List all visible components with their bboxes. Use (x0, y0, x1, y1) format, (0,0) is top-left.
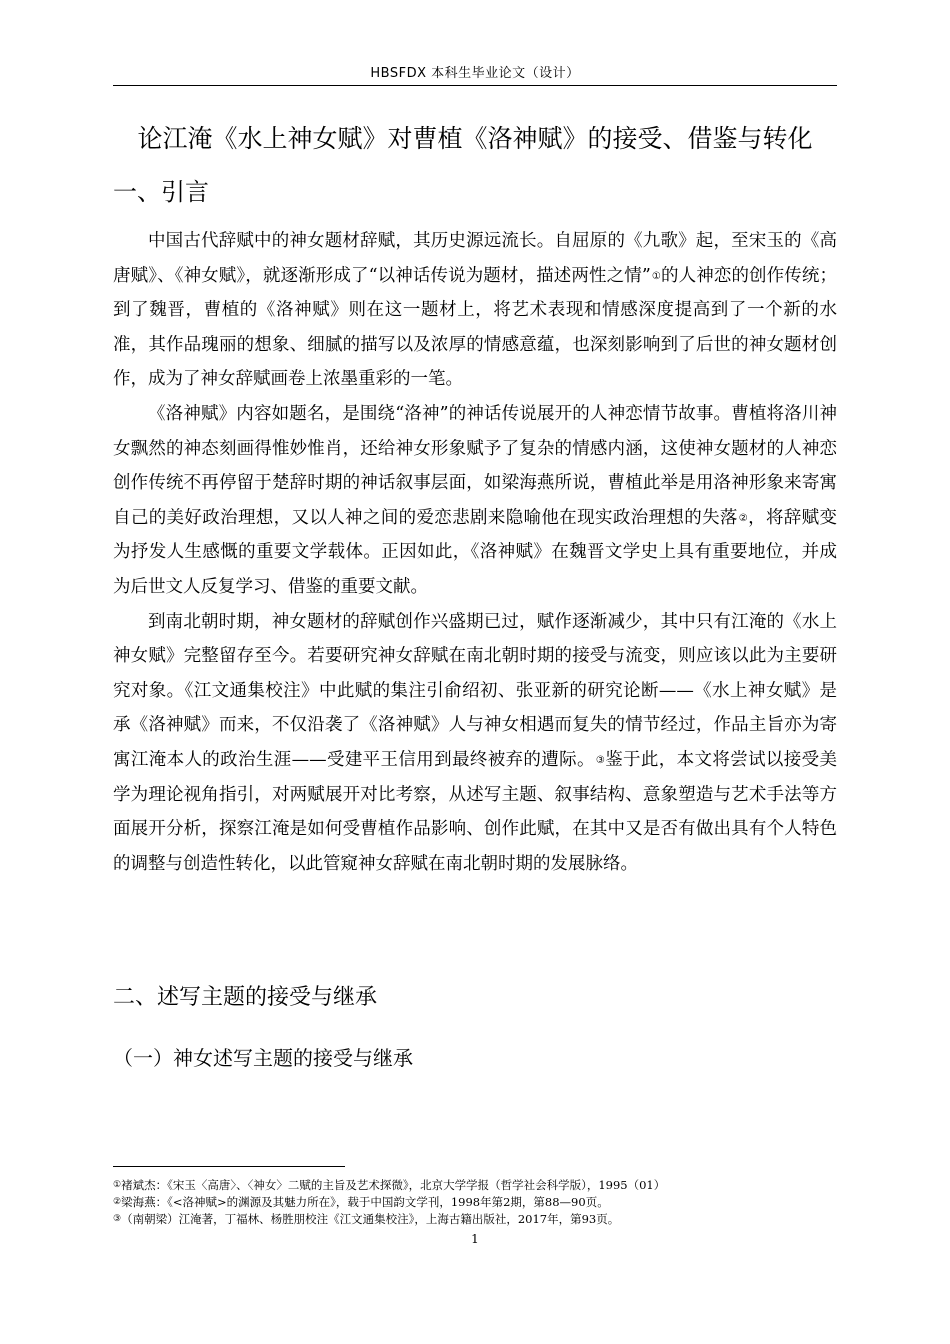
paragraph-text: ，将辞赋变为抒发人生感慨的重要文学载体。正因如此，《洛神赋》在魏晋文学史上具有重要地位，并成为后世文人反复学习、借鉴的重要文献。 (113, 507, 838, 597)
footnote-text: （南朝梁）江淹著，丁福林、杨胜朋校注《江文通集校注》，上海古籍出版社，2017年，第93页。 (121, 1212, 620, 1226)
footnote (113, 1177, 837, 1194)
page-number: 1 (471, 1232, 479, 1246)
footnote-divider (113, 1166, 345, 1167)
footnote-reference: ② (738, 512, 749, 524)
paragraph-text: 到南北朝时期，神女题材的辞赋创作兴盛期已过，赋作逐渐减少，其中只有江淹的《水上神女赋》完整留存至今。若要研究神女辞赋在南北朝时期的接受与流变，则应该以此为主要研究对象。《江文通集校注》中此赋的集注引俞绍初、张亚新的研究论断——《水上神女赋》是承《洛神赋》而来，不仅沿袭了《洛神赋》人与神女相遇而复失的情节经过，作品主旨亦为寄寓江淹本人的政治生涯——受建平王信用到最终被弃的遭际。 (113, 611, 837, 770)
paragraph (113, 605, 837, 882)
footnote (113, 1211, 837, 1228)
running-header: HBSFDX 本科生毕业论文（设计） (370, 66, 580, 81)
footnote-text: 褚斌杰：《宋玉〈高唐〉、〈神女〉二赋的主旨及艺术探微》，北京大学学报（哲学社会科学版），1995（01） (121, 1178, 666, 1192)
footnote-mark: ① (113, 1180, 122, 1190)
paragraph (113, 397, 837, 605)
paragraph-text: 中国古代辞赋中的神女题材辞赋，其历史源远流长。自屈原的《九歌》起，至宋玉的《高唐赋》、《神女赋》，就逐渐形成了“以神话传说为题材，描述两性之情” (113, 231, 837, 286)
footnote-mark: ③ (113, 1214, 122, 1224)
body-text (113, 224, 837, 881)
footnote-reference: ① (651, 270, 661, 282)
subsection-heading: （一）神女述写主题的接受与继承 (113, 1046, 413, 1070)
header-divider (113, 85, 837, 86)
section-heading-introduction: 一、引言 (113, 178, 209, 206)
footnotes (113, 1177, 837, 1228)
footnote (113, 1194, 837, 1211)
section-heading-theme: 二、述写主题的接受与继承 (113, 985, 378, 1010)
paragraph-text: 的人神恋的创作传统；到了魏晋，曹植的《洛神赋》则在这一题材上，将艺术表现和情感深度提高到了一个新的水准，其作品瑰丽的想象、细腻的描写以及浓厚的情感意蕴，也深刻影响到了后世的神女题材创作，成为了神女辞赋画卷上浓墨重彩的一笔。 (113, 265, 838, 390)
paragraph-text: 鉴于此，本文将尝试以接受美学为理论视角指引，对两赋展开对比考察，从述写主题、叙事结构、意象塑造与艺术手法等方面展开分析，探察江淹是如何受曹植作品影响、创作此赋，在其中又是否有做出具有个人特色的调整与创造性转化，以此管窥神女辞赋在南北朝时期的发展脉络。 (113, 749, 838, 874)
paragraph (113, 224, 837, 397)
footnote-mark: ② (113, 1197, 122, 1207)
paper-title: 论江淹《水上神女赋》对曹植《洛神赋》的接受、借鉴与转化 (137, 124, 813, 153)
footnote-reference: ③ (595, 754, 606, 766)
footnote-text: 梁海燕：《<洛神赋>的渊源及其魅力所在》，载于中国韵文学刊，1998年第2期，第88—90页。 (121, 1195, 609, 1209)
paragraph-text: 《洛神赋》内容如题名，是围绕“洛神”的神话传说展开的人神恋情节故事。曹植将洛川神女飘然的神态刻画得惟妙惟肖，还给神女形象赋予了复杂的情感内涵，这使神女题材的人神恋创作传统不再停留于楚辞时期的神话叙事层面，如梁海燕所说，曹植此举是用洛神形象来寄寓自己的美好政治理想，又以人神之间的爱恋悲剧来隐喻他在现实政治理想的失落 (113, 403, 837, 528)
